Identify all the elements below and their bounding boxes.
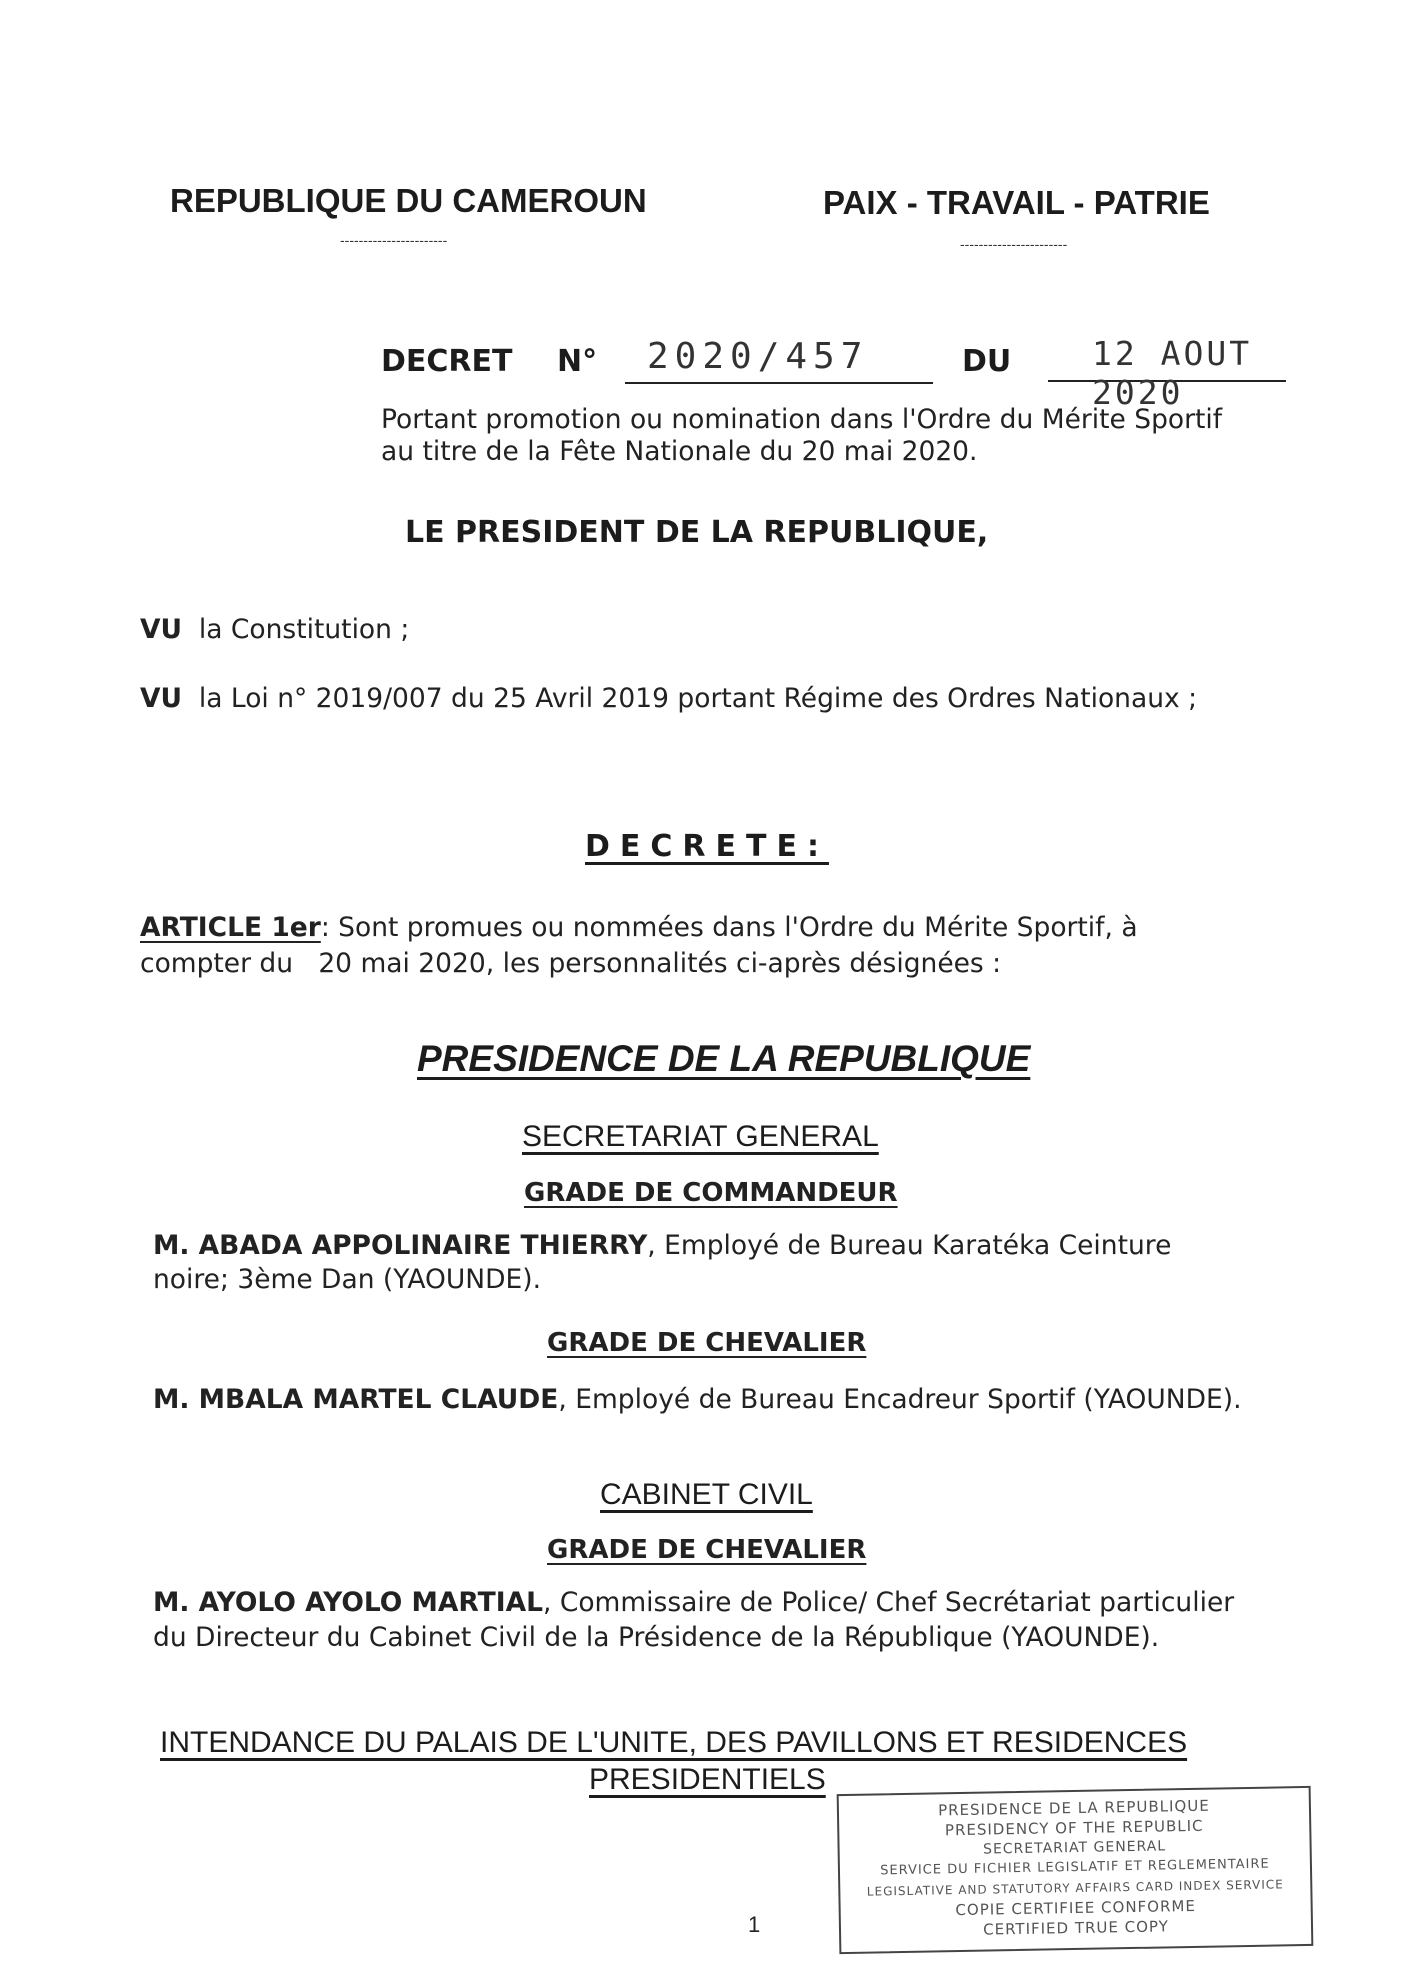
person-1-line1 xyxy=(153,1228,1293,1264)
grade-commandeur: GRADE DE COMMANDEUR xyxy=(524,1178,898,1208)
grade-chevalier-1: GRADE DE CHEVALIER xyxy=(547,1328,867,1358)
visa-1 xyxy=(140,612,409,648)
person-1-text: , Employé de Bureau Karatéka Ceinture xyxy=(647,1230,1172,1261)
decret-du-label: DU xyxy=(962,344,1012,379)
decret-no-label: N° xyxy=(557,344,598,379)
decret-subject-line2: au titre de la Fête Nationale du 20 mai 2020. xyxy=(381,436,978,467)
decret-number-line xyxy=(625,336,933,384)
stamp-line-4: SERVICE DU FICHIER LEGISLATIF ET REGLEMENTAIRE xyxy=(880,1856,1270,1879)
intendance-heading-line1: INTENDANCE DU PALAIS DE L'UNITE, DES PAVILLONS ET RESIDENCES xyxy=(160,1726,1188,1759)
president-heading: LE PRESIDENT DE LA REPUBLIQUE, xyxy=(405,515,989,550)
visa-2 xyxy=(140,681,1197,717)
grade-chevalier-2: GRADE DE CHEVALIER xyxy=(547,1535,867,1565)
person-3-line1 xyxy=(153,1585,1293,1621)
intendance-heading-line2: PRESIDENTIELS xyxy=(589,1763,826,1796)
stamp-line-5: LEGISLATIVE AND STATUTORY AFFAIRS CARD INDEX SERVICE xyxy=(866,1877,1284,1899)
header-left-dash: ----------------------- xyxy=(340,232,448,248)
cabinet-heading: CABINET CIVIL xyxy=(600,1478,813,1511)
stamp-line-2: PRESIDENCY OF THE REPUBLIC xyxy=(944,1816,1204,1840)
person-3-line2: du Directeur du Cabinet Civil de la Présidence de la République (YAOUNDE). xyxy=(153,1622,1160,1653)
decret-date: 12 AOUT 2020 xyxy=(1092,334,1253,412)
person-1-name: M. ABADA APPOLINAIRE THIERRY xyxy=(153,1230,648,1261)
visa-1-vu: VU xyxy=(140,614,183,645)
person-3-text: , Commissaire de Police/ Chef Secrétariat particulier xyxy=(542,1587,1235,1618)
visa-1-text: la Constitution ; xyxy=(198,614,410,645)
person-1-line2: noire; 3ème Dan (YAOUNDE). xyxy=(153,1264,542,1295)
person-3-name: M. AYOLO AYOLO MARTIAL xyxy=(153,1587,543,1618)
header-left: REPUBLIQUE DU CAMEROUN xyxy=(170,182,647,219)
decret-subject-line1: Portant promotion ou nomination dans l'Ordre du Mérite Sportif xyxy=(381,404,1223,435)
article-line1 xyxy=(140,910,1283,946)
article-text-1: : Sont promues ou nommées dans l'Ordre du Mérite Sportif, à xyxy=(320,912,1138,943)
decret-label: DECRET xyxy=(381,344,513,379)
person-2-line xyxy=(153,1382,1242,1418)
page-number: 1 xyxy=(748,1912,761,1937)
header-right-dash: ----------------------- xyxy=(960,236,1068,252)
visa-2-text: la Loi n° 2019/007 du 25 Avril 2019 portant Régime des Ordres Nationaux ; xyxy=(198,683,1198,714)
stamp-line-6: COPIE CERTIFIEE CONFORME xyxy=(955,1896,1197,1920)
person-2-name: M. MBALA MARTEL CLAUDE xyxy=(153,1384,559,1415)
article-label: ARTICLE 1er xyxy=(140,912,321,943)
stamp-line-1: PRESIDENCE DE LA REPUBLIQUE xyxy=(937,1796,1210,1820)
article-line2: compter du 20 mai 2020, les personnalités ci-après désignées : xyxy=(140,948,1002,979)
decret-date-line xyxy=(1048,330,1286,412)
secretariat-heading: SECRETARIAT GENERAL xyxy=(522,1120,879,1153)
decrete-heading: DECRETE: xyxy=(585,829,829,864)
presidence-heading: PRESIDENCE DE LA REPUBLIQUE xyxy=(417,1038,1031,1079)
stamp-line-3: SECRETARIAT GENERAL xyxy=(982,1838,1167,1858)
decret-number: 2020/457 xyxy=(647,336,869,377)
header-right: PAIX - TRAVAIL - PATRIE xyxy=(823,184,1210,221)
person-2-text: , Employé de Bureau Encadreur Sportif (YAOUNDE). xyxy=(558,1384,1242,1415)
visa-2-vu: VU xyxy=(140,683,183,714)
certified-copy-stamp xyxy=(837,1786,1314,1954)
stamp-line-7: CERTIFIED TRUE COPY xyxy=(983,1917,1169,1939)
